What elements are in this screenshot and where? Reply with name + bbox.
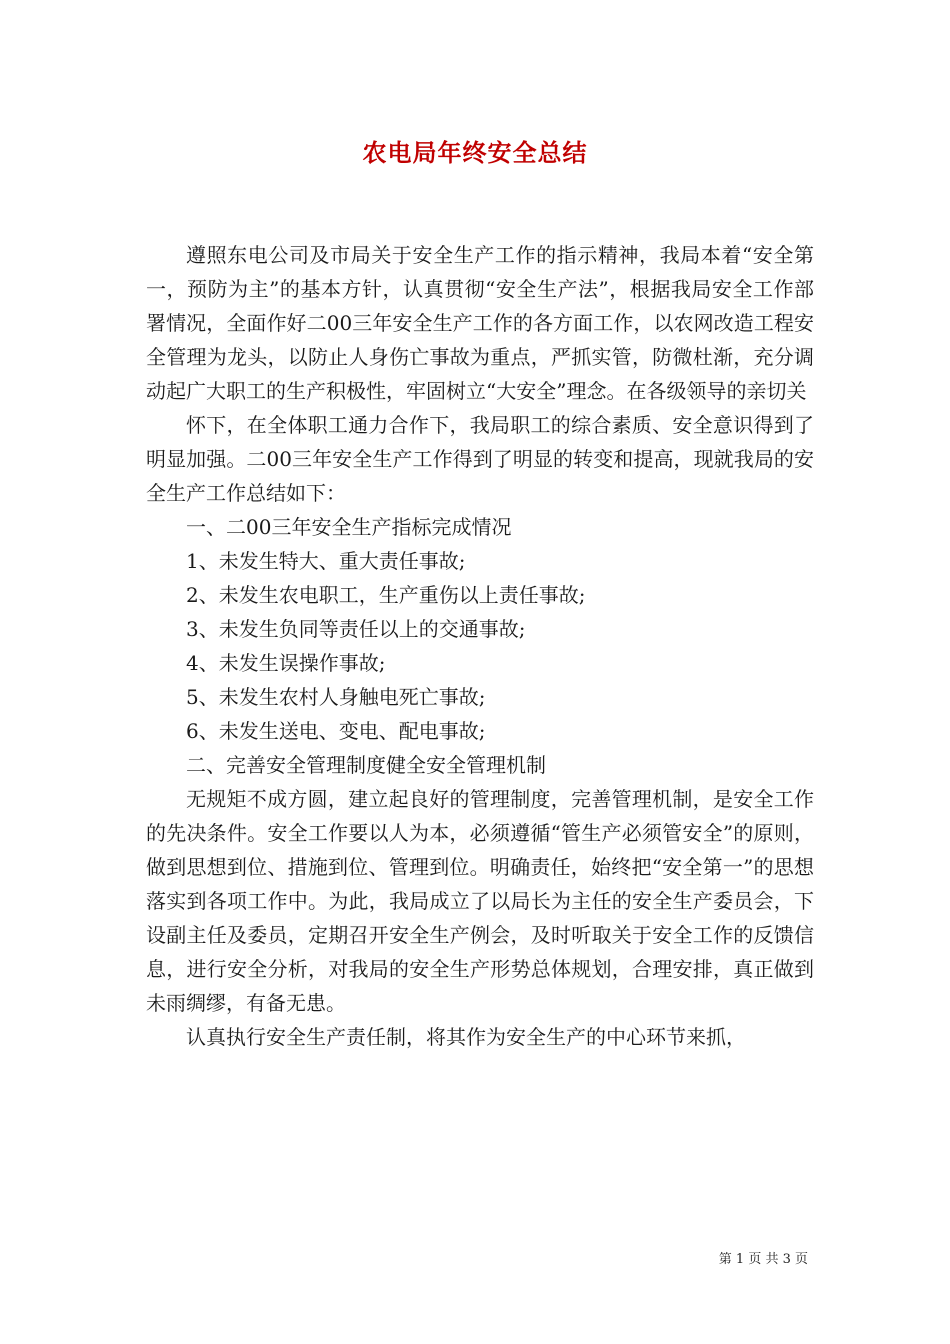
list-item: 1、未发生特大、重大责任事故; <box>186 549 466 573</box>
section1-heading: 一、二00三年安全生产指标完成情况 <box>186 515 512 539</box>
paragraph-summary: 怀下，在全体职工通力合作下，我局职工的综合素质、安全意识得到了明显加强。二00三年安全生产工作得到了明显的转变和提高，现就我局的安全生产工作总结如下： <box>146 413 814 505</box>
paragraph-section2: 无规矩不成方圆，建立起良好的管理制度，完善管理机制，是安全工作的先决条件。安全工作要以人为本，必须遵循“管生产必须管安全”的原则，做到思想到位、措施到位、管理到位。明确责任，始终把“安全第一”的思想落实到各项工作中。为此，我局成立了以局长为主任的安全生产委员会，下设副主任及委员，定期召开安全生产例会，及时听取关于安全工作的反馈信息，进行安全分析，对我局的安全生产形势总体规划，合理安排，真正做到未雨绸缪，有备无患。 <box>146 787 814 1015</box>
list-item: 5、未发生农村人身触电死亡事故; <box>186 685 486 709</box>
list-item: 4、未发生误操作事故; <box>186 651 386 675</box>
document-title: 农电局年终安全总结 <box>362 138 588 167</box>
list-item: 6、未发生送电、变电、配电事故; <box>186 719 486 743</box>
paragraph-responsibility: 认真执行安全生产责任制，将其作为安全生产的中心环节来抓， <box>186 1025 746 1049</box>
paragraph-intro: 遵照东电公司及市局关于安全生产工作的指示精神，我局本着“安全第一，预防为主”的基本方针，认真贯彻“安全生产法”，根据我局安全工作部署情况，全面作好二00三年安全生产工作的各方面工作，以农网改造工程安全管理为龙头，以防止人身伤亡事故为重点，严抓实管，防微杜渐，充分调动起广大职工的生产积极性，牢固树立“大安全”理念。在各级领导的亲切关 <box>146 243 814 403</box>
section2-heading: 二、完善安全管理制度健全安全管理机制 <box>186 753 546 777</box>
list-item: 3、未发生负同等责任以上的交通事故; <box>186 617 526 641</box>
page-indicator: 第 1 页 共 3 页 <box>718 1252 808 1267</box>
document-body <box>146 238 814 1054</box>
list-item: 2、未发生农电职工，生产重伤以上责任事故; <box>186 583 586 607</box>
